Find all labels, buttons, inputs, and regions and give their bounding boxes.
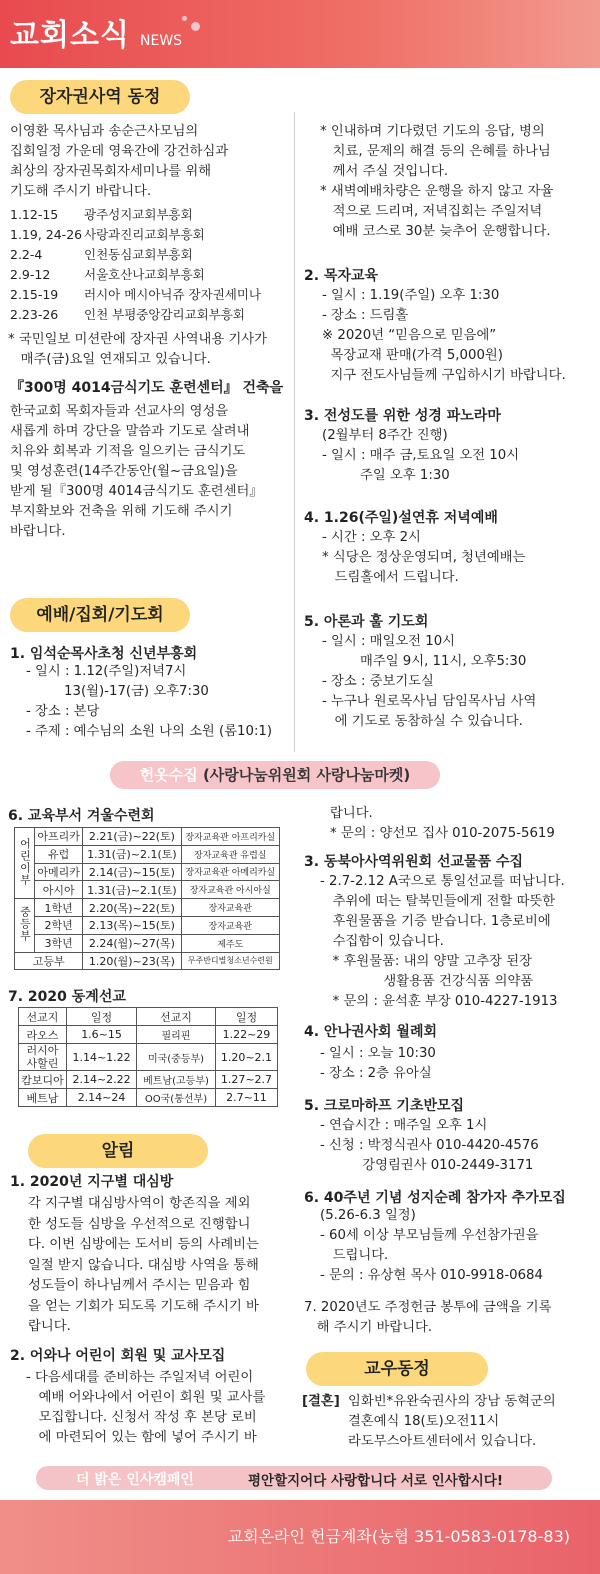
retreat-table xyxy=(14,827,280,970)
right-item3b-line: 생활용품 건강식품 의약품 xyxy=(320,974,534,989)
right-item7b-line: 해 주시기 바랍니다. xyxy=(304,1320,433,1335)
retreat-row xyxy=(15,899,280,917)
notice-line: - 다음세대를 준비하는 주일저녁 어린이 xyxy=(26,1370,254,1385)
notice-item1-title: 1. 2020년 지구별 대심방 xyxy=(10,1174,174,1190)
right-item3-line: (2월부터 8주간 진행) xyxy=(322,428,448,443)
right-item4-line: 드림홀에서 드립니다. xyxy=(322,570,459,585)
note-line: * 국민일보 미션란에 장자권 사역내용 기사가 xyxy=(8,332,267,347)
right-item2-line: - 일시 : 1.19(주일) 오후 1:30 xyxy=(322,288,500,303)
right-item5-title: 5. 아론과 훌 기도회 xyxy=(304,614,429,630)
right-item4b-line: - 장소 : 2층 유아실 xyxy=(320,1066,432,1081)
right-item3b-line: 후원물품을 기증 받습니다. 1층로비에 xyxy=(320,914,551,929)
retreat-cell-name: 아프리카 xyxy=(35,828,83,846)
mission-row xyxy=(19,1026,278,1044)
retreat-row xyxy=(15,952,280,970)
right-item2-line: ※ 2020년 “믿음으로 믿음에” xyxy=(322,328,497,343)
intro-line: 이영환 목사님과 송순근사모님의 xyxy=(10,124,199,139)
mission-title: 7. 2020 동계선교 xyxy=(8,989,126,1005)
mission-cell: OO국(통선부) xyxy=(137,1089,216,1107)
retreat-row xyxy=(15,845,280,863)
right-item4-line: * 식당은 정상운영되며, 청년예배는 xyxy=(322,550,526,565)
campaign-label: 더 밝은 인사캠페인 xyxy=(76,1472,194,1488)
notice-line: 각 지구별 대심방사역이 항존직을 제외 xyxy=(28,1196,251,1211)
right-item4b-line: - 일시 : 오늘 10:30 xyxy=(320,1046,436,1061)
center-body-line: 새롭게 하며 강단을 말씀과 기도로 살려내 xyxy=(10,424,250,439)
intro-line: 집회일정 가운데 영육간에 강건하심과 xyxy=(10,144,229,159)
right-item2-line: - 장소 : 드림홀 xyxy=(322,308,409,323)
notice-line: 모집합니다. 신청서 작성 후 본당 로비 xyxy=(26,1410,257,1425)
retreat-cell-place: 무주반디별청소년수련원 xyxy=(181,952,279,970)
decor-dot-small xyxy=(182,16,187,21)
retreat-cell-date: 2.13(목)~15(토) xyxy=(83,916,181,934)
mission-cell: 2.7~11 xyxy=(215,1089,277,1107)
right-cont-line: * 문의 : 양선모 집사 010-2075-5619 xyxy=(330,826,555,841)
worship-item1-title: 1. 임석순목사초청 신년부흥회 xyxy=(10,646,198,662)
notice-line: 한 성도들 심방을 우선적으로 진행합니 xyxy=(28,1216,251,1232)
right-item3b-title: 3. 동북아사역위원회 선교물품 수집 xyxy=(304,854,524,870)
alumni-line: 임화빈*유완숙권사의 장남 동혁군의 xyxy=(348,1394,556,1409)
mission-cell: 2.14~2.22 xyxy=(67,1071,137,1089)
right-item3-title: 3. 전성도를 위한 성경 파노라마 xyxy=(304,408,501,424)
notice-line: 일절 받지 않습니다. 대심방 사역을 통해 xyxy=(28,1257,259,1273)
right-item5b-line: - 연습시간 : 매주일 오후 1시 xyxy=(320,1118,488,1133)
schedule-place: 러시아 메시아닉쥬 장자권세미나 xyxy=(84,287,261,302)
retreat-row xyxy=(15,916,280,934)
retreat-cell-name: 고등부 xyxy=(15,952,83,970)
retreat-cell-place: 장자교육관 xyxy=(181,899,279,917)
band-text: (사랑나눔위원회 사랑나눔마켓) xyxy=(197,766,411,784)
mission-cell: 1.20~2.1 xyxy=(215,1044,277,1071)
retreat-cell-date: 1.31(금)~2.1(토) xyxy=(83,881,181,899)
mission-cell: 캄보디아 xyxy=(19,1071,67,1089)
right-note-line: 께서 주실 것입니다. xyxy=(320,164,449,179)
section-pill-alumni: 교우동정 xyxy=(306,1352,488,1386)
campaign-slogan: 평안할지어다 사랑합니다 서로 인사합시다! xyxy=(248,1473,503,1489)
right-item7b-line: 7. 2020년도 주정헌금 봉투에 금액을 기록 xyxy=(304,1300,552,1315)
schedule-date: 2.9-12 xyxy=(10,267,51,282)
notice-line: 을 얻는 기회가 되도록 기도해 주시기 바 xyxy=(28,1298,259,1314)
right-cont-line: 랍니다. xyxy=(330,806,373,821)
retreat-cell-name: 3학년 xyxy=(35,934,83,952)
retreat-group-label: 중등부 xyxy=(18,905,32,942)
worship-line: 13(월)-17(금) 오후7:30 xyxy=(26,684,209,699)
retreat-row xyxy=(15,881,280,899)
retreat-cell-name: 1학년 xyxy=(35,899,83,917)
mission-cell: 1.6~15 xyxy=(67,1026,137,1044)
right-note-line: 적으로 드리며, 저녁집회는 주일저녁 xyxy=(320,204,543,219)
section-pill-notice: 알림 xyxy=(28,1134,208,1168)
greeting-campaign xyxy=(36,1466,552,1490)
retreat-group-cell xyxy=(15,899,35,952)
right-item5-line: - 장소 : 중보기도실 xyxy=(322,674,434,689)
mission-header-cell: 선교지 xyxy=(137,1008,216,1026)
mission-cell: 베트남 xyxy=(19,1089,67,1107)
mission-row xyxy=(19,1044,278,1071)
retreat-row xyxy=(15,863,280,881)
right-note-line: * 인내하며 기다렸던 기도의 응답, 병의 xyxy=(320,124,545,139)
mission-header-cell: 일정 xyxy=(67,1008,137,1026)
right-item6b-line: 드립니다. xyxy=(320,1248,389,1263)
band-highlight: 헌옷수집 xyxy=(139,766,198,784)
mission-row xyxy=(19,1089,278,1107)
schedule-date: 1.12-15 xyxy=(10,207,59,222)
right-item4-line: - 시간 : 오후 2시 xyxy=(322,530,421,545)
retreat-cell-place: 제주도 xyxy=(181,934,279,952)
center-body-line: 바랍니다. xyxy=(10,524,66,539)
footer-banner xyxy=(0,1500,600,1574)
center-body-line: 치유와 회복과 기적을 일으키는 금식기도 xyxy=(10,444,246,459)
right-item5-line: 매주일 9시, 11시, 오후5:30 xyxy=(322,654,527,669)
schedule-date: 1.19, 24-26 xyxy=(10,227,83,242)
decor-dot xyxy=(191,22,200,31)
mission-header-cell: 선교지 xyxy=(19,1008,67,1026)
mission-cell: 미국(중등부) xyxy=(137,1044,216,1071)
schedule-date: 2.23-26 xyxy=(10,307,59,322)
right-item3-line: 주일 오후 1:30 xyxy=(322,468,450,483)
right-item5b-line: 강영림권사 010-2449-3171 xyxy=(320,1158,534,1173)
right-item6b-title: 6. 40주년 기념 성지순례 참가자 추가모집 xyxy=(304,1190,566,1206)
retreat-cell-name: 2학년 xyxy=(35,916,83,934)
right-note-line: * 새벽예배차량은 운행을 하지 않고 자율 xyxy=(320,184,554,199)
retreat-cell-place: 장자교육관 xyxy=(181,916,279,934)
mission-table xyxy=(18,1007,278,1107)
offering-account: 교회온라인 헌금계좌(농협 351-0583-0178-83) xyxy=(227,1527,570,1546)
column-divider xyxy=(294,112,295,752)
right-item6b-line: - 문의 : 유상현 목사 010-9918-0684 xyxy=(320,1268,543,1283)
right-item3-line: - 일시 : 매주 금,토요일 오전 10시 xyxy=(322,448,520,463)
retreat-cell-name: 아메리카 xyxy=(35,863,83,881)
note-line: 매주(금)요일 연재되고 있습니다. xyxy=(8,352,211,367)
center-body-line: 받게 될『300명 4014금식기도 훈련센터』 xyxy=(10,484,263,499)
retreat-cell-place: 장자교육관 아프리카실 xyxy=(181,828,279,846)
schedule-place: 서울호산나교회부흥회 xyxy=(84,267,205,282)
right-item5-line: - 일시 : 매일오전 10시 xyxy=(322,634,456,649)
right-item3b-line: 수집함이 있습니다. xyxy=(320,934,444,949)
intro-line: 최상의 장자권목회자세미나를 위해 xyxy=(10,164,212,179)
right-item6b-line: - 60세 이상 부모님들께 우선참가권을 xyxy=(320,1228,539,1243)
header-banner xyxy=(0,0,600,68)
retreat-cell-date: 2.24(월)~27(목) xyxy=(83,934,181,952)
intro-line: 기도해 주시기 바랍니다. xyxy=(10,184,152,199)
right-item3b-line: * 문의 : 윤석훈 부장 010-4227-1913 xyxy=(320,994,558,1009)
right-item3b-line: - 2.7-2.12 A국으로 통일선교를 떠납니다. xyxy=(320,874,565,889)
schedule-date: 2.15-19 xyxy=(10,287,59,302)
mission-cell: 1.22~29 xyxy=(215,1026,277,1044)
mission-cell: 베트남(고등부) xyxy=(137,1071,216,1089)
notice-line: 랍니다. xyxy=(28,1319,71,1334)
right-item6b-line: (5.26-6.3 일정) xyxy=(320,1208,416,1223)
mission-header-cell: 일정 xyxy=(215,1008,277,1026)
page-subtitle: NEWS xyxy=(140,33,183,49)
notice-line: 성도들이 하나님께서 주시는 믿음과 힘 xyxy=(28,1278,251,1293)
right-item4-title: 4. 1.26(주일)설연휴 저녁예배 xyxy=(304,510,498,526)
schedule-place: 인천동심교회부흥회 xyxy=(84,247,193,262)
retreat-cell-name: 유럽 xyxy=(35,845,83,863)
notice-line: 다. 이번 심방에는 도서비 등의 사례비는 xyxy=(28,1237,259,1252)
mission-cell: 라오스 xyxy=(19,1026,67,1044)
center-body-line: 한국교회 목회자들과 선교사의 영성을 xyxy=(10,404,229,419)
right-item2-line: 지구 전도사님들께 구입하시기 바랍니다. xyxy=(322,368,566,383)
notice-item2-title: 2. 어와나 어린이 회원 및 교사모집 xyxy=(10,1348,226,1364)
right-item4b-title: 4. 안나권사회 월례회 xyxy=(304,1024,437,1040)
right-item3b-line: 추위에 떠는 탈북민들에게 전할 따뜻한 xyxy=(320,894,556,909)
alumni-line: 결혼예식 18(토)오전11시 xyxy=(348,1414,500,1429)
mission-row xyxy=(19,1071,278,1089)
right-item3b-line: * 후원물품: 내의 양말 고추장 된장 xyxy=(320,954,532,969)
worship-line: - 주제 : 예수님의 소원 나의 소원 (롬10:1) xyxy=(26,724,273,739)
notice-line: 예배 어와나에서 어린이 회원 및 교사를 xyxy=(26,1390,266,1405)
center-title: 『300명 4014금식기도 훈련센터』 건축을 xyxy=(10,380,284,396)
worship-line: - 장소 : 본당 xyxy=(26,704,100,719)
right-item5-line: - 누구나 원로목사님 담임목사님 사역 xyxy=(322,694,537,709)
alumni-line: 라도무스아트센터에서 있습니다. xyxy=(348,1434,537,1449)
right-item2-line: 목장교재 판매(가격 5,000원) xyxy=(322,348,503,363)
retreat-cell-place: 장자교육관 아메리카실 xyxy=(181,863,279,881)
mission-cell: 1.27~2.7 xyxy=(215,1071,277,1089)
section-pill-pastor: 장자권사역 동정 xyxy=(10,80,190,114)
schedule-place: 인천 부평중앙감리교회부흥회 xyxy=(84,307,245,322)
retreat-row xyxy=(15,934,280,952)
right-note-line: 예배 코스로 30분 늦추어 운행합니다. xyxy=(320,224,551,239)
retreat-cell-date: 2.14(금)~15(토) xyxy=(83,863,181,881)
alumni-tag: [결혼] xyxy=(302,1394,340,1409)
retreat-cell-date: 1.20(월)~23(목) xyxy=(83,952,181,970)
notice-line: 에 마련되어 있는 함에 넣어 주시기 바 xyxy=(26,1430,257,1445)
mission-cell: 1.14~1.22 xyxy=(67,1044,137,1071)
center-body-line: 및 영성훈련(14주간동안(월~금요일)을 xyxy=(10,464,238,479)
retreat-title: 6. 교육부서 겨울수련회 xyxy=(8,808,155,824)
retreat-group-label: 어린이부 xyxy=(18,837,32,886)
worship-line: - 일시 : 1.12(주일)저녁7시 xyxy=(26,664,187,679)
right-item2-title: 2. 목자교육 xyxy=(304,268,379,284)
schedule-place: 사랑과진리교회부흥회 xyxy=(84,227,205,242)
clothes-collection-band xyxy=(110,761,440,789)
mission-cell: 필리핀 xyxy=(137,1026,216,1044)
retreat-cell-date: 1.31(금)~2.1(토) xyxy=(83,845,181,863)
mission-header-row xyxy=(19,1008,278,1026)
retreat-row xyxy=(15,828,280,846)
page-title: 교회소식 xyxy=(10,18,130,53)
center-body-line: 부지확보와 건축을 위해 기도해 주시기 xyxy=(10,504,233,519)
retreat-cell-date: 2.20(목)~22(토) xyxy=(83,899,181,917)
retreat-group-cell xyxy=(15,828,35,899)
retreat-cell-date: 2.21(금)~22(토) xyxy=(83,828,181,846)
section-pill-worship: 예배/집회/기도회 xyxy=(10,598,190,632)
right-item5b-line: - 신청 : 박정식권사 010-4420-4576 xyxy=(320,1138,539,1153)
schedule-place: 광주성지교회부흥회 xyxy=(84,207,193,222)
right-item5-line: 에 기도로 동참하실 수 있습니다. xyxy=(322,714,523,729)
retreat-cell-place: 장자교육관 아시아실 xyxy=(181,881,279,899)
right-note-line: 치료, 문제의 해결 등의 은혜를 하나님 xyxy=(320,144,551,159)
retreat-cell-name: 아시아 xyxy=(35,881,83,899)
retreat-cell-place: 장자교육관 유럽실 xyxy=(181,845,279,863)
mission-cell: 2.14~24 xyxy=(67,1089,137,1107)
right-item5b-title: 5. 크로마하프 기초반모집 xyxy=(304,1098,465,1114)
schedule-date: 2.2-4 xyxy=(10,247,43,262)
mission-cell: 러시아 사할린 xyxy=(19,1044,67,1071)
